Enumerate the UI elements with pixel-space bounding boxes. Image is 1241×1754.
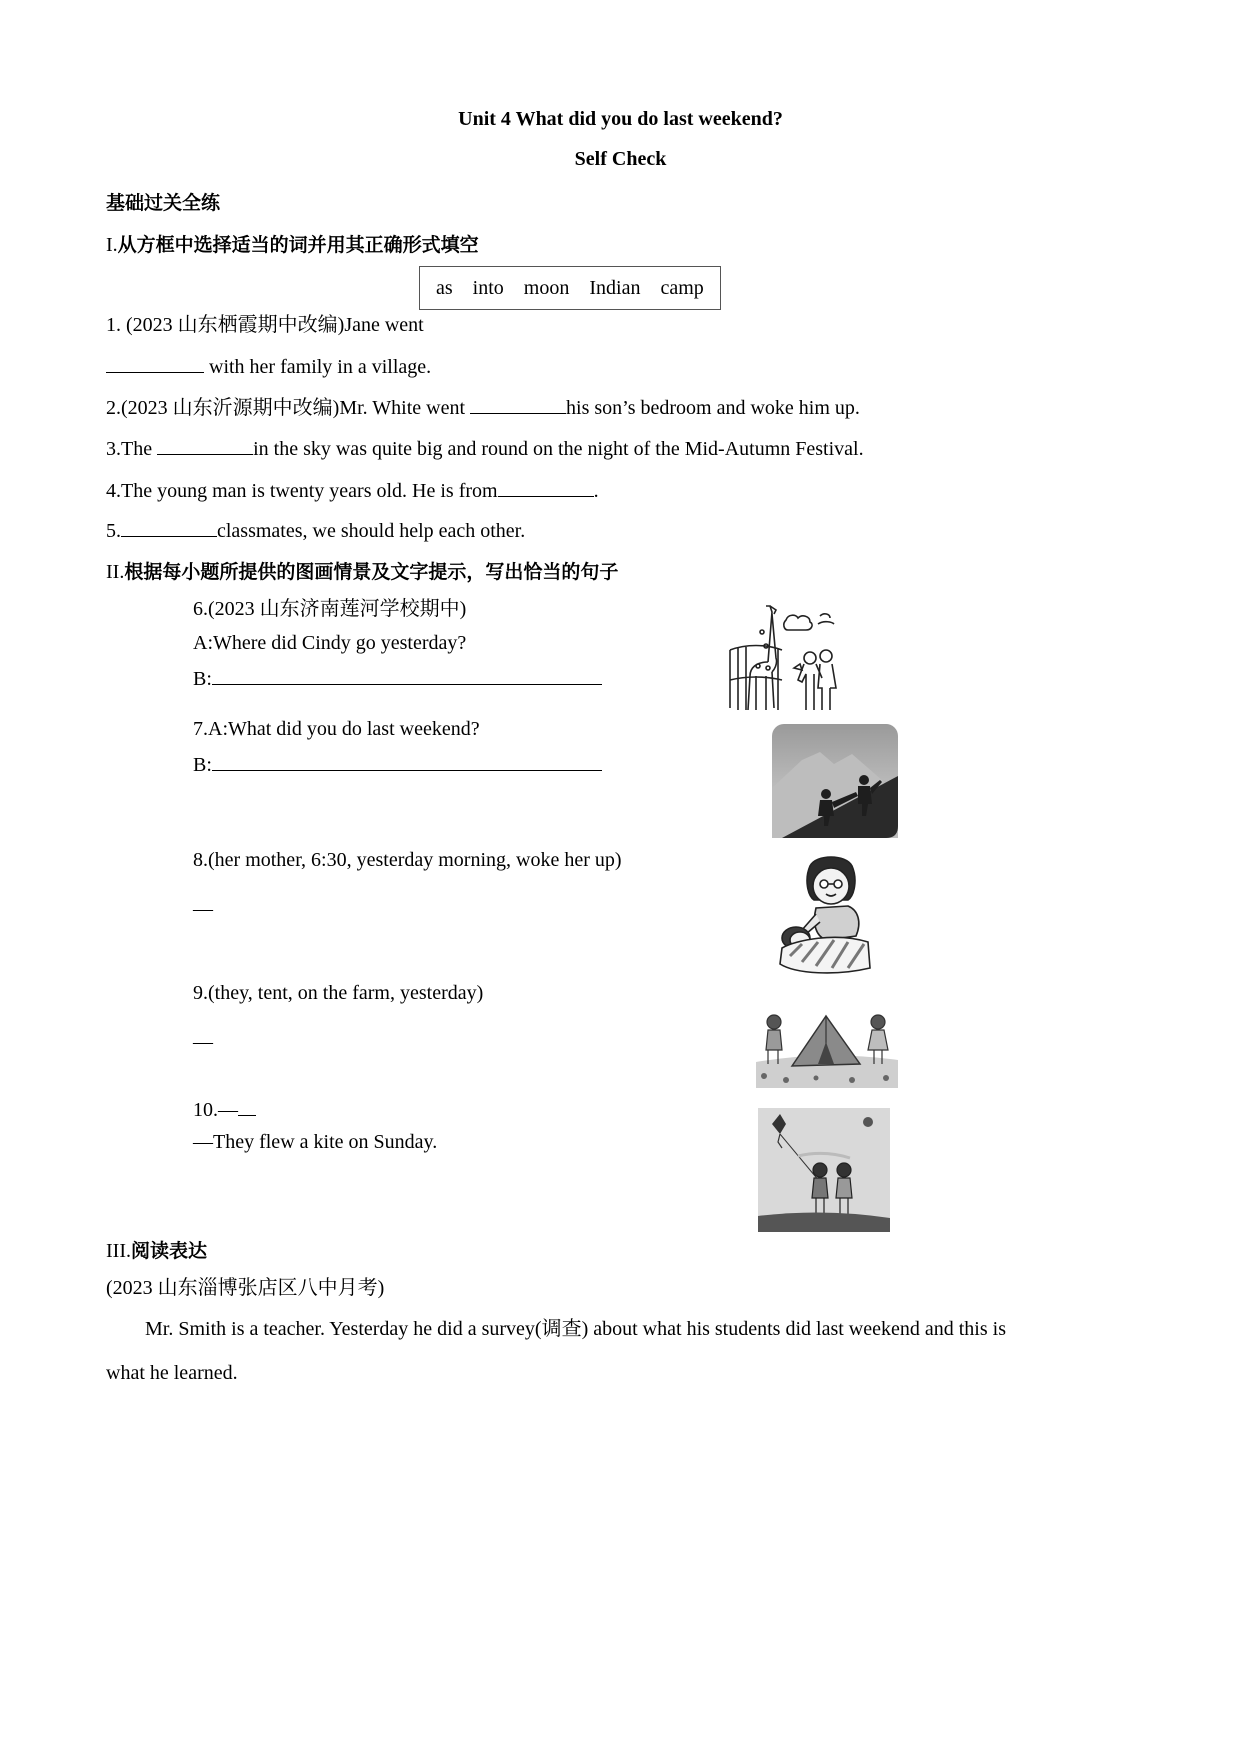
flying-kite-illustration [758, 1108, 890, 1232]
question-6-a: A:Where did Cindy go yesterday? [193, 632, 467, 654]
word-box [419, 266, 721, 310]
passage-line: what he learned. [106, 1362, 238, 1384]
word-box-item: as [436, 277, 453, 299]
answer-blank[interactable] [470, 393, 566, 414]
question-9-dash[interactable]: — [193, 1031, 213, 1053]
question-6-source: 6.(2023 山东济南莲河学校期中) [193, 598, 467, 620]
question-7-b-label: B: [193, 754, 212, 776]
question-4-prefix: 4.The young man is twenty years old. He is from [106, 480, 498, 502]
unit-title: Unit 4 What did you do last weekend? [458, 108, 783, 130]
mountain-climbing-illustration [772, 724, 898, 838]
question-8-dash[interactable]: — [193, 898, 213, 920]
question-3-suffix: in the sky was quite big and round on the night of the Mid-Autumn Festival. [253, 438, 864, 460]
page-subtitle: Self Check [574, 148, 667, 170]
word-box-item: into [472, 277, 504, 299]
part3-heading [106, 1236, 207, 1263]
part1-heading [106, 230, 479, 257]
question-5 [106, 516, 525, 544]
answer-blank[interactable] [106, 352, 204, 373]
question-8-hint: 8.(her mother, 6:30, yesterday morning, woke her up) [193, 849, 622, 871]
question-10-q [193, 1095, 256, 1123]
answer-blank[interactable] [157, 434, 253, 455]
part1-instruction: 从方框中选择适当的词并用其正确形式填空 [117, 234, 479, 256]
question-5-suffix: classmates, we should help each other. [217, 520, 526, 542]
camping-tent-illustration [756, 1002, 898, 1088]
question-1-continued [106, 352, 431, 380]
part2-heading [106, 557, 618, 584]
passage-line: Mr. Smith is a teacher. Yesterday he did a survey(调查) about what his students did last weekend and this is [145, 1318, 1006, 1340]
question-6-b-label: B: [193, 668, 212, 690]
question-5-prefix: 5. [106, 520, 121, 542]
answer-blank[interactable] [498, 476, 594, 497]
answer-blank[interactable] [212, 750, 602, 771]
part2-numeral: II. [106, 561, 125, 583]
question-2-suffix: his son’s bedroom and woke him up. [566, 397, 860, 419]
mother-waking-girl-illustration [776, 852, 874, 976]
answer-blank[interactable] [212, 664, 602, 685]
part1-numeral: I. [106, 234, 118, 256]
word-box-item: camp [660, 277, 704, 299]
part3-numeral: III. [106, 1240, 131, 1262]
section-heading-basic: 基础过关全练 [106, 192, 221, 214]
question-1: 1. (2023 山东栖霞期中改编)Jane went [106, 314, 424, 336]
question-6-b [193, 664, 602, 692]
part3-instruction: 阅读表达 [130, 1240, 207, 1262]
question-3 [106, 434, 864, 462]
question-7-b [193, 750, 602, 778]
word-box-item: Indian [589, 277, 641, 299]
question-10-a: —They flew a kite on Sunday. [193, 1131, 438, 1153]
zoo-giraffe-illustration [726, 602, 844, 714]
question-10-prefix: 10.— [193, 1099, 238, 1121]
question-2-prefix: 2.(2023 山东沂源期中改编)Mr. White went [106, 397, 471, 419]
question-2 [106, 393, 860, 421]
answer-blank[interactable] [238, 1095, 256, 1116]
part2-instruction: 根据每小题所提供的图画情景及文字提示，写出恰当的句子 [124, 561, 619, 583]
question-9-hint: 9.(they, tent, on the farm, yesterday) [193, 982, 484, 1004]
part3-source: (2023 山东淄博张店区八中月考) [106, 1277, 385, 1299]
question-3-prefix: 3.The [106, 438, 158, 460]
word-box-item: moon [523, 277, 570, 299]
question-4-suffix: . [593, 480, 599, 502]
answer-blank[interactable] [121, 516, 217, 537]
question-4 [106, 476, 599, 504]
question-1-text: with her family in a village. [204, 356, 432, 378]
question-7-a: 7.A:What did you do last weekend? [193, 718, 480, 740]
